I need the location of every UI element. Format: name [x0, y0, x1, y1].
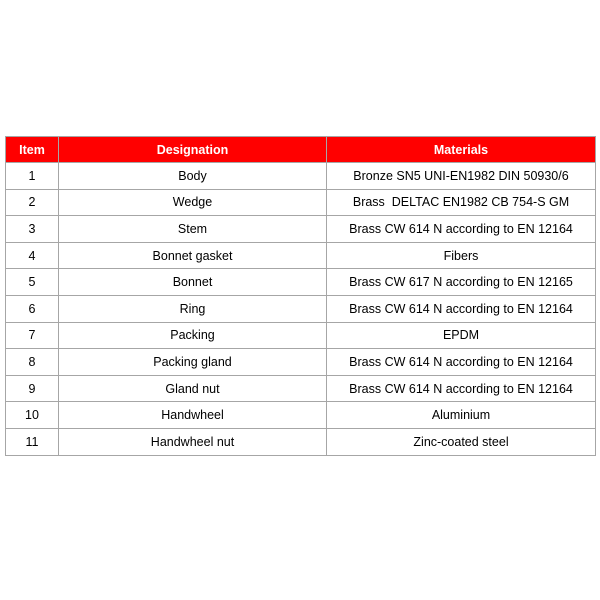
cell-materials: Brass CW 614 N according to EN 12164	[327, 295, 596, 322]
table-row	[6, 322, 596, 349]
cell-designation: Body	[59, 163, 327, 190]
cell-designation: Ring	[59, 295, 327, 322]
cell-materials: Fibers	[327, 242, 596, 269]
table-header	[6, 137, 596, 163]
cell-materials: Brass CW 617 N according to EN 12165	[327, 269, 596, 296]
cell-designation: Wedge	[59, 189, 327, 216]
header-designation: Designation	[59, 137, 327, 163]
cell-item: 1	[6, 163, 59, 190]
cell-item: 10	[6, 402, 59, 429]
cell-designation: Packing	[59, 322, 327, 349]
cell-item: 2	[6, 189, 59, 216]
cell-item: 4	[6, 242, 59, 269]
cell-item: 9	[6, 375, 59, 402]
cell-materials: EPDM	[327, 322, 596, 349]
table-row	[6, 402, 596, 429]
materials-table	[5, 136, 596, 456]
cell-designation: Handwheel	[59, 402, 327, 429]
cell-materials: Brass CW 614 N according to EN 12164	[327, 375, 596, 402]
cell-materials: Zinc-coated steel	[327, 428, 596, 455]
cell-materials: Bronze SN5 UNI-EN1982 DIN 50930/6	[327, 163, 596, 190]
cell-item: 3	[6, 216, 59, 243]
cell-materials: Aluminium	[327, 402, 596, 429]
table-row	[6, 375, 596, 402]
table-row	[6, 428, 596, 455]
cell-item: 6	[6, 295, 59, 322]
cell-designation: Bonnet	[59, 269, 327, 296]
header-materials: Materials	[327, 137, 596, 163]
cell-designation: Handwheel nut	[59, 428, 327, 455]
table-row	[6, 163, 596, 190]
table-body	[6, 163, 596, 456]
cell-materials: Brass CW 614 N according to EN 12164	[327, 216, 596, 243]
cell-item: 7	[6, 322, 59, 349]
table-row	[6, 242, 596, 269]
cell-materials: Brass CW 614 N according to EN 12164	[327, 349, 596, 376]
table-row	[6, 216, 596, 243]
cell-item: 11	[6, 428, 59, 455]
cell-materials: Brass DELTAC EN1982 CB 754-S GM	[327, 189, 596, 216]
cell-item: 8	[6, 349, 59, 376]
cell-designation: Packing gland	[59, 349, 327, 376]
cell-designation: Bonnet gasket	[59, 242, 327, 269]
header-item: Item	[6, 137, 59, 163]
cell-designation: Stem	[59, 216, 327, 243]
table-row	[6, 189, 596, 216]
table-row	[6, 349, 596, 376]
cell-designation: Gland nut	[59, 375, 327, 402]
table-row	[6, 295, 596, 322]
header-row	[6, 137, 596, 163]
table-row	[6, 269, 596, 296]
cell-item: 5	[6, 269, 59, 296]
